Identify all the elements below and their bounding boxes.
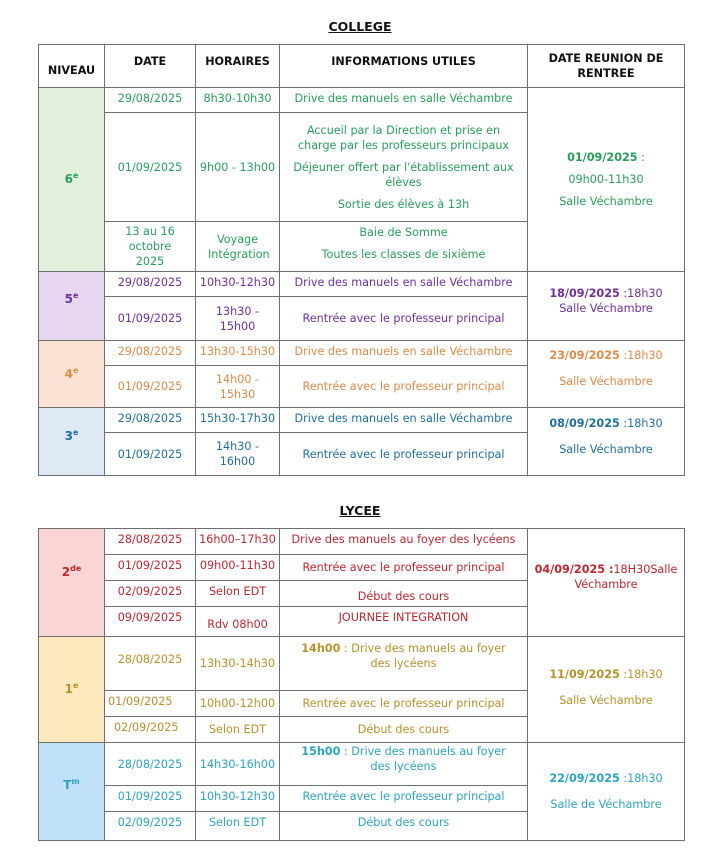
date-cell: 29/08/2025 <box>105 408 196 433</box>
college-title: COLLEGE <box>328 19 392 34</box>
header-niveau: NIVEAU <box>39 45 105 88</box>
info-cell: Drive des manuels en salle Véchambre <box>280 408 528 433</box>
date-cell: 02/09/2025 <box>105 812 196 841</box>
level-cell-tm: $T^m$ <box>39 743 105 841</box>
date-cell: 02/09/2025 <box>105 717 196 743</box>
meeting-cell-3e: 08/09/2025 :18h30 Salle Véchambre <box>528 408 685 476</box>
info-cell: Drive des manuels en salle Véchambre <box>280 272 528 297</box>
time-cell: Rdv 08h00 <box>196 607 280 637</box>
date-cell: 28/08/2025 <box>105 637 196 691</box>
time-cell: 13h30-14h30 <box>196 637 280 691</box>
date-cell: 09/09/2025 <box>105 607 196 637</box>
meeting-date: 08/09/2025 <box>549 417 620 430</box>
time-cell: Selon EDT <box>196 717 280 743</box>
time-cell: 14h30-16h00 <box>196 743 280 786</box>
meeting-date: 23/09/2025 <box>549 349 620 362</box>
meeting-date: 18/09/2025 <box>549 287 620 300</box>
meeting-time: 18h30 <box>627 668 663 681</box>
meeting-place: Salle de Véchambre <box>550 798 662 811</box>
info-cell: Début des cours <box>280 717 528 743</box>
table-row <box>39 88 685 113</box>
meeting-cell-1e: 11/09/2025 :18h30 Salle Véchambre <box>528 637 685 743</box>
date-cell: 28/08/2025 <box>105 743 196 786</box>
info-cell: Baie de Somme Toutes les classes de sixième <box>280 222 528 272</box>
time-cell: 14h00 - 15h30 <box>196 366 280 408</box>
info-cell: 14h00 : Drive des manuels au foyer des lycéens <box>280 637 528 691</box>
meeting-time: 18h30 <box>627 349 663 362</box>
lycee-table <box>38 528 685 841</box>
info-cell: Rentrée avec le professeur principal <box>280 366 528 408</box>
time-cell: 13h30 - 15h00 <box>196 297 280 341</box>
info-cell: Accueil par la Direction et prise en charge par les professeurs principaux Déjeuner offert par l'établissement aux élèves Sortie des élèves à 13h <box>280 113 528 222</box>
header-date: DATE <box>105 45 196 88</box>
college-header-row <box>39 45 685 88</box>
table-row <box>39 341 685 366</box>
level-cell-5e: 5e <box>39 272 105 341</box>
level-cell-3e: 3e <box>39 408 105 476</box>
date-cell: 29/08/2025 <box>105 272 196 297</box>
meeting-place: Salle Véchambre <box>559 694 653 707</box>
info-cell: Début des cours <box>280 812 528 841</box>
time-cell: 14h30 - 16h00 <box>196 433 280 476</box>
info-cell: Drive des manuels en salle Véchambre <box>280 88 528 113</box>
date-cell: 01/09/2025 <box>105 113 196 222</box>
time-cell: 10h30-12h30 <box>196 786 280 812</box>
meeting-cell-5e: 18/09/2025 :18h30 Salle Véchambre <box>528 272 685 341</box>
header-informations-utiles: INFORMATIONS UTILES <box>280 45 528 88</box>
time-cell: Selon EDT <box>196 812 280 841</box>
meeting-time: 18h30 <box>627 417 663 430</box>
time-cell: 10h00-12h00 <box>196 691 280 717</box>
time-cell: 09h00-11h30 <box>196 555 280 581</box>
date-cell: 28/08/2025 <box>105 529 196 555</box>
meeting-time: 18h30 <box>627 772 663 785</box>
meeting-cell-4e: 23/09/2025 :18h30 Salle Véchambre <box>528 341 685 408</box>
date-cell: 13 au 16 octobre 2025 <box>105 222 196 272</box>
level-cell-1e: 1e <box>39 637 105 743</box>
time-cell: Voyage Intégration <box>196 222 280 272</box>
header-horaires: HORAIRES <box>196 45 280 88</box>
date-cell: 29/08/2025 <box>105 341 196 366</box>
time-cell: Selon EDT <box>196 581 280 607</box>
time-cell: 10h30-12h30 <box>196 272 280 297</box>
info-cell: Rentrée avec le professeur principal <box>280 297 528 341</box>
table-row <box>39 743 685 786</box>
table-row <box>39 272 685 297</box>
meeting-date: 22/09/2025 <box>549 772 620 785</box>
meeting-date: 11/09/2025 <box>549 668 620 681</box>
meeting-place: Salle Véchambre <box>559 302 653 315</box>
time-cell: 15h30-17h30 <box>196 408 280 433</box>
info-cell: 15h00 : Drive des manuels au foyer des lycéens <box>280 743 528 786</box>
date-cell: 29/08/2025 <box>105 88 196 113</box>
date-cell: 01/09/2025 <box>105 555 196 581</box>
time-cell: 8h30-10h30 <box>196 88 280 113</box>
info-cell: Rentrée avec le professeur principal <box>280 555 528 581</box>
date-cell: 01/09/2025 <box>105 691 196 717</box>
college-table <box>38 44 685 476</box>
date-cell: 01/09/2025 <box>105 433 196 476</box>
meeting-cell-tm: 22/09/2025 :18h30 Salle de Véchambre <box>528 743 685 841</box>
date-cell: 02/09/2025 <box>105 581 196 607</box>
meeting-cell-6e: 01/09/2025 : 09h00-11h30 Salle Véchambre <box>528 88 685 272</box>
lycee-title: LYCEE <box>339 503 381 518</box>
info-cell: JOURNEE INTEGRATION <box>280 607 528 637</box>
time-cell: 13h30-15h30 <box>196 341 280 366</box>
table-row <box>39 637 685 691</box>
meeting-place: Salle Véchambre <box>559 443 653 456</box>
table-row <box>39 408 685 433</box>
level-cell-6e: 6e <box>39 88 105 272</box>
meeting-date: 04/09/2025 <box>534 563 606 576</box>
date-cell: 01/09/2025 <box>105 366 196 408</box>
header-date-reunion: DATE REUNION DE RENTREE <box>528 45 685 88</box>
info-cell: Drive des manuels au foyer des lycéens <box>280 529 528 555</box>
info-cell: Rentrée avec le professeur principal <box>280 691 528 717</box>
date-cell: 01/09/2025 <box>105 297 196 341</box>
meeting-cell-2de: 04/09/2025 :18H30Salle Véchambre <box>528 529 685 637</box>
meeting-place: Salle Véchambre <box>559 375 653 388</box>
level-cell-2de: 2de <box>39 529 105 637</box>
meeting-place: Salle Véchambre <box>559 195 653 208</box>
level-cell-4e: 4e <box>39 341 105 408</box>
info-cell: Début des cours <box>280 581 528 607</box>
table-row <box>39 529 685 555</box>
date-cell: 01/09/2025 <box>105 786 196 812</box>
meeting-time: 18H30Salle Véchambre <box>574 563 678 591</box>
meeting-time: 09h00-11h30 <box>568 173 644 186</box>
info-cell: Rentrée avec le professeur principal <box>280 786 528 812</box>
info-cell: Rentrée avec le professeur principal <box>280 433 528 476</box>
time-cell: 9h00 - 13h00 <box>196 113 280 222</box>
meeting-time: 18h30 <box>627 287 663 300</box>
info-cell: Drive des manuels en salle Véchambre <box>280 341 528 366</box>
meeting-date: 01/09/2025 <box>567 151 638 164</box>
time-cell: 16h00–17h30 <box>196 529 280 555</box>
